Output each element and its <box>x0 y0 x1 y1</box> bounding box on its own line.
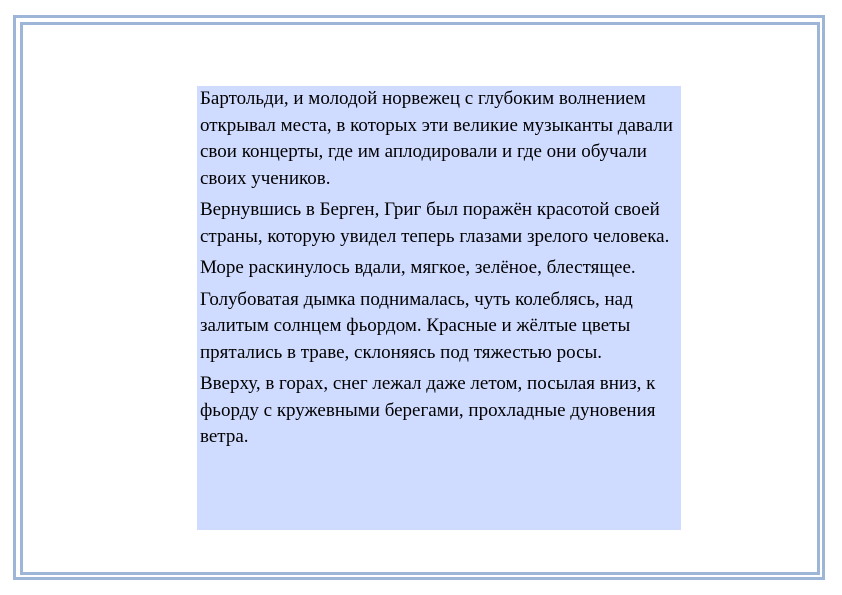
paragraph-2: Вернувшись в Берген, Григ был поражён красотой своей страны, которую увидел теперь глазами зрелого человека. <box>200 199 670 247</box>
paragraph-3: Море раскинулось вдали, мягкое, зелёное, блестящее. <box>200 257 636 278</box>
paragraph-5: Вверху, в горах, снег лежал даже летом, посылая вниз, к фьорду с кружевными берегами, прохладные дуновения ветра. <box>200 373 656 447</box>
paragraph-1: Бартольди, и молодой норвежец с глубоким волнением открывал места, в которых эти великие музыканты давали свои концерты, где им аплодировали и где они обучали своих учеников. <box>200 88 673 189</box>
paragraph-4: Голубоватая дымка поднималась, чуть колеблясь, над залитым солнцем фьордом. Красные и жёлтые цветы прятались в траве, склоняясь под тяжестью росы. <box>200 288 633 363</box>
text-box <box>197 86 681 530</box>
